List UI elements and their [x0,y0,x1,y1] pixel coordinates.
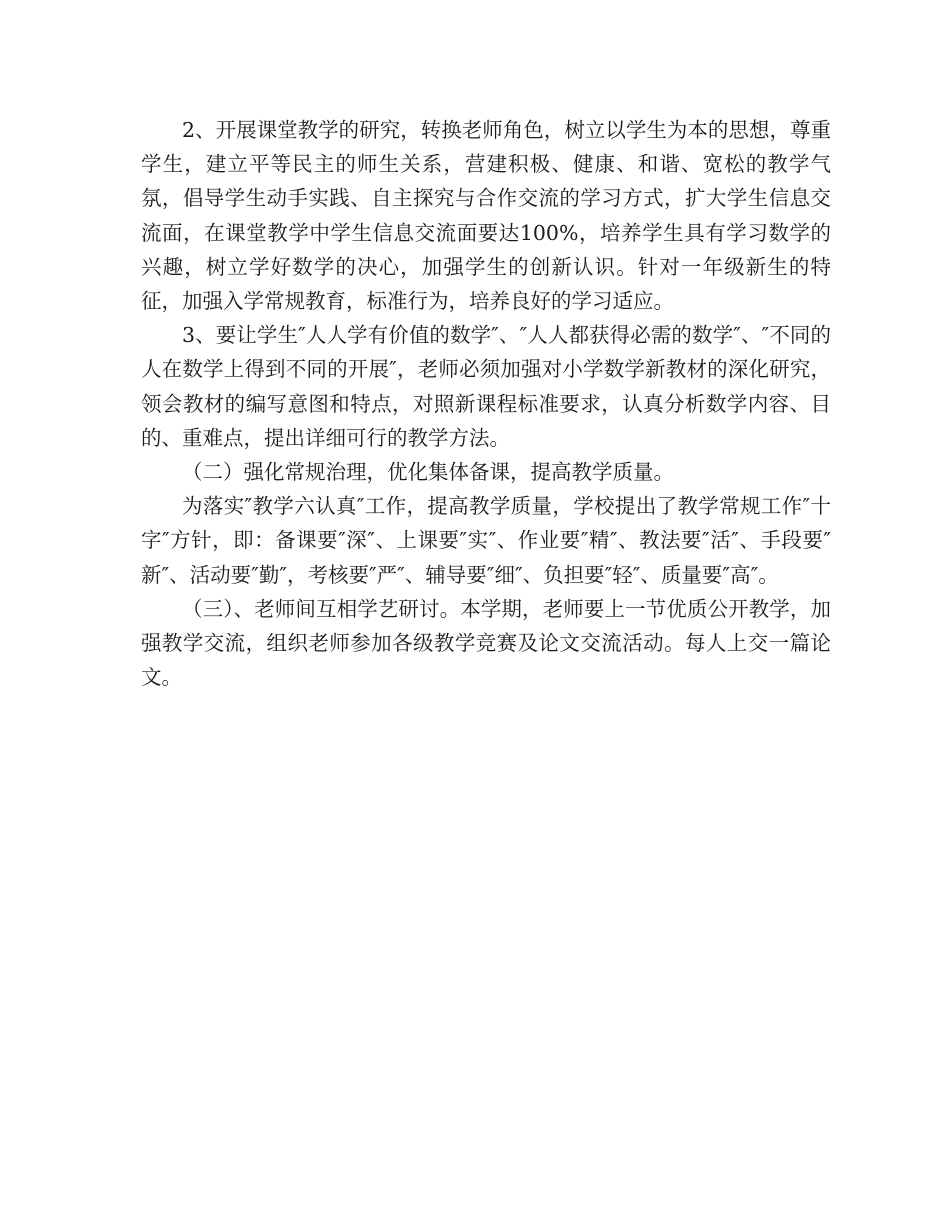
section-heading-routine-management: （二）强化常规治理，优化集体备课，提高教学质量。 [182,460,674,485]
document-body [141,113,831,694]
paragraph-six-diligences: 为落实″教学六认真″工作，提高教学质量，学校提出了教学常规工作″十字″方针，即：备课要″深″、上课要″实″、作业要″精″、教法要″活″、手段要″新″、活动要″勤″，考核要″严″、辅导要″细″、负担要″轻″、质量要″高″。 [141,494,831,587]
paragraph-classroom-research: 2、开展课堂教学的研究，转换老师角色，树立以学生为本的思想，尊重学生，建立平等民主的师生关系，营建积极、健康、和谐、宽松的教学气氛，倡导学生动手实践、自主探究与合作交流的学习方式，扩大学生信息交流面，在课堂教学中学生信息交流面要达100%，培养学生具有学习数学的兴趣，树立学好数学的决心，加强学生的创新认识。针对一年级新生的特征，加强入学常规教育，标准行为，培养良好的学习适应。 [141,118,831,314]
paragraph-teacher-exchange: （三）、老师间互相学艺研讨。本学期，老师要上一节优质公开教学，加强教学交流，组织老师参加各级教学竞赛及论文交流活动。每人上交一篇论文。 [141,596,831,690]
paragraph-valuable-math: 3、要让学生″人人学有价值的数学″、″人人都获得必需的数学″、″不同的人在数学上得到不同的开展″，老师必须加强对小学数学新教材的深化研究，领会教材的编写意图和特点，对照新课程标准要求，认真分析数学内容、目的、重难点，提出详细可行的教学方法。 [141,323,831,450]
